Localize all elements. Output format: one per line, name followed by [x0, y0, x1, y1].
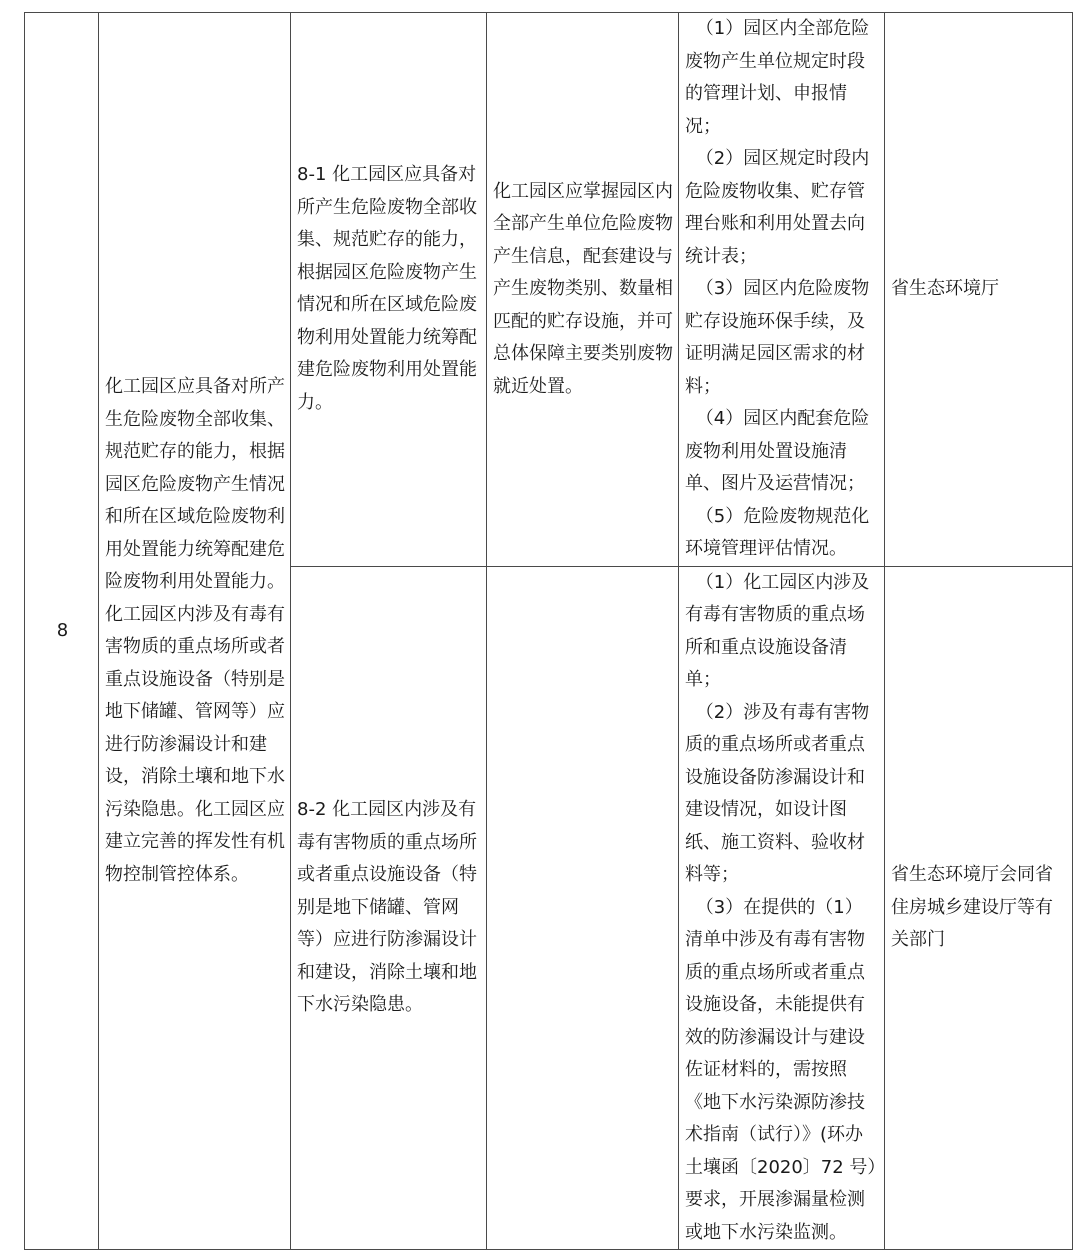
sub-item-cell: 8-1 化工园区应具备对所产生危险废物全部收集、规范贮存的能力，根据园区危险废物产生情况和所在区域危险废物利用处置能力统筹配建危险废物利用处置能力。	[291, 13, 487, 567]
evidence-item: （3）在提供的（1）清单中涉及有毒有害物质的重点场所或者重点设施设备，未能提供有效的防渗漏设计与建设佐证材料的，需按照《地下水污染源防渗技术指南（试行）》(环办土壤函〔2020〕72 号）要求，开展渗漏量检测或地下水污染监测。	[685, 896, 877, 1243]
sub-item-cell: 8-2 化工园区内涉及有毒有害物质的重点场所或者重点设施设备（特别是地下储罐、管网等）应进行防渗漏设计和建设，消除土壤和地下水污染隐患。	[291, 566, 487, 1250]
evidence-item: （3）园区内危险废物贮存设施环保手续，及证明满足园区需求的材料；	[685, 278, 870, 397]
evidence-cell	[679, 566, 885, 1250]
table-row	[25, 13, 1073, 567]
standard-cell: 化工园区应掌握园区内全部产生单位危险废物产生信息，配套建设与产生废物类别、数量相匹配的贮存设施，并可总体保障主要类别废物就近处置。	[487, 13, 679, 567]
department-cell: 省生态环境厅	[885, 13, 1073, 567]
evidence-item: （2）园区规定时段内危险废物收集、贮存管理台账和利用处置去向统计表；	[685, 148, 870, 267]
standard-cell	[487, 566, 679, 1250]
evidence-item: （1）化工园区内涉及有毒有害物质的重点场所和重点设施设备清单；	[685, 571, 870, 690]
standards-table	[24, 12, 1073, 1250]
evidence-item: （5）危险废物规范化环境管理评估情况。	[685, 505, 870, 559]
department-cell: 省生态环境厅会同省住房城乡建设厅等有关部门	[885, 566, 1073, 1250]
item-number: 8	[25, 13, 99, 1250]
evidence-cell	[679, 13, 885, 567]
requirement-cell: 化工园区应具备对所产生危险废物全部收集、规范贮存的能力，根据园区危险废物产生情况和所在区域危险废物利用处置能力统筹配建危险废物利用处置能力。化工园区内涉及有毒有害物质的重点场所或者重点设施设备（特别是地下储罐、管网等）应进行防渗漏设计和建设，消除土壤和地下水污染隐患。化工园区应建立完善的挥发性有机物控制管控体系。	[99, 13, 291, 1250]
evidence-item: （2）涉及有毒有害物质的重点场所或者重点设施设备防渗漏设计和建设情况，如设计图纸、施工资料、验收材料等；	[685, 701, 870, 885]
evidence-item: （4）园区内配套危险废物利用处置设施清单、图片及运营情况；	[685, 408, 870, 494]
evidence-item: （1）园区内全部危险废物产生单位规定时段的管理计划、申报情况；	[685, 18, 870, 137]
